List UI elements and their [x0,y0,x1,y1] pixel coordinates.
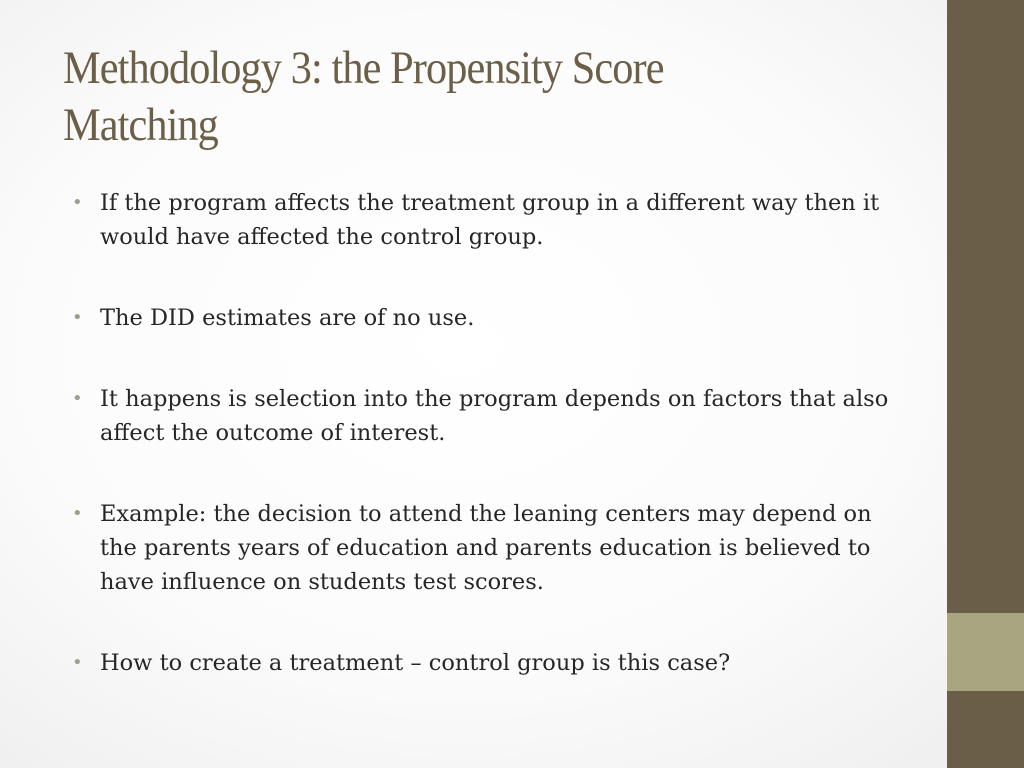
bullet-text: If the program affects the treatment group in a different way then it would have affected the control group. [100,190,880,250]
bullet-icon: • [72,307,83,328]
slide-title [63,40,837,154]
bullet-text: It happens is selection into the program depends on factors that also affect the outcome of interest. [100,386,889,446]
sidebar-accent-band [947,613,1024,691]
bullet-item [72,497,902,599]
bullet-icon: • [72,503,83,524]
bullet-icon: • [72,652,83,673]
title-line-2: Matching [63,99,218,151]
bullet-icon: • [72,192,83,213]
sidebar-dark-band-top [947,0,1024,613]
bullet-item [72,382,902,450]
bullet-item [72,301,902,335]
bullet-list [72,186,902,727]
sidebar-dark-band-bottom [947,691,1024,768]
bullet-icon: • [72,388,83,409]
title-line-1: Methodology 3: the Propensity Score [63,42,664,94]
bullet-text: Example: the decision to attend the leaning centers may depend on the parents years of education and parents education is believed to have influence on students test scores. [100,501,872,595]
bullet-item [72,186,902,254]
bullet-text: The DID estimates are of no use. [100,305,475,331]
bullet-text: How to create a treatment – control group is this case? [100,650,731,676]
bullet-item [72,646,902,680]
